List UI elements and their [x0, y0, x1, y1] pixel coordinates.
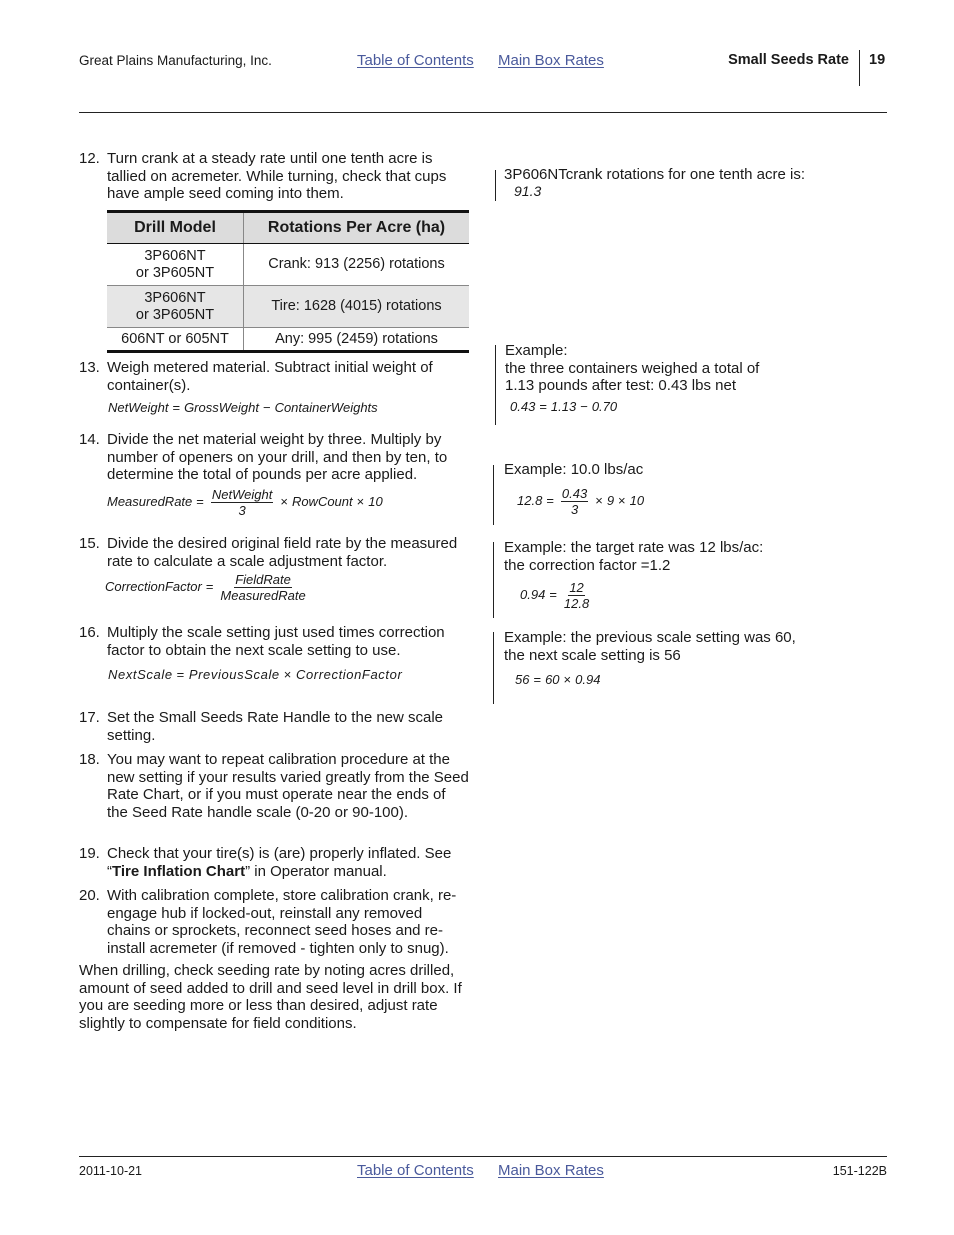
fraction-numerator: 0.43 — [561, 486, 588, 501]
example-15-text — [504, 539, 763, 574]
header-rule — [79, 112, 887, 113]
table-row — [107, 328, 469, 352]
step-text: Divide the net material weight by three. Multiply by number of openers on your drill, and then by ten, to determine the total of pounds per acre applied. — [107, 431, 448, 483]
example-15-formula — [520, 580, 592, 611]
step-16 — [79, 624, 469, 659]
formula-lhs: 56 — [515, 672, 530, 687]
example-12-text: 3P606NTcrank rotations for one tenth acre is: — [504, 166, 805, 183]
step-15 — [79, 535, 469, 570]
step-number: 14. — [79, 431, 100, 448]
table-header-rotations: Rotations Per Acre (ha) — [244, 212, 470, 244]
formula-lhs: 0.94 — [520, 586, 546, 602]
drill-table-wrap — [107, 210, 469, 353]
fraction-denominator: 3 — [570, 502, 579, 517]
example-12-value: 91.3 — [514, 183, 542, 199]
header-main-box-rates-link[interactable]: Main Box Rates — [498, 52, 604, 69]
fraction-denominator: 3 — [238, 503, 246, 518]
formula-eq: = — [546, 492, 554, 508]
example-line: the three containers weighed a total of — [505, 359, 760, 377]
step-13 — [79, 359, 469, 394]
formula-eq: = — [176, 667, 185, 682]
formula-op: × — [563, 672, 572, 687]
step-text-part: Check that your tire(s) is (are) properly inflated. See “ — [107, 845, 452, 880]
step-14 — [79, 431, 469, 484]
step-number: 16. — [79, 624, 100, 641]
formula-fraction — [211, 487, 273, 518]
formula-eq: = — [205, 578, 214, 594]
step-number: 15. — [79, 535, 100, 552]
fraction-numerator: 12 — [569, 580, 584, 595]
model-line: 3P606NT — [144, 289, 206, 306]
step-18 — [79, 751, 469, 821]
page-number: 19 — [869, 52, 886, 68]
header-section-title: Small Seeds Rate — [728, 52, 849, 68]
step-number: 13. — [79, 359, 100, 376]
table-header-row — [107, 212, 469, 244]
example-line: the next scale setting is 56 — [504, 646, 681, 664]
formula-fraction — [561, 486, 588, 517]
formula-term: 60 — [545, 672, 560, 687]
step-text: Weigh metered material. Subtract initial weight of container(s). — [107, 359, 433, 394]
step-number: 20. — [79, 887, 100, 904]
step-number: 18. — [79, 751, 100, 768]
model-line: or 3P605NT — [135, 264, 215, 281]
formula-eq: = — [549, 586, 557, 602]
formula-lhs: NetWeight — [108, 400, 169, 415]
formula-eq: = — [196, 493, 204, 509]
formula-lhs: MeasuredRate — [107, 493, 193, 509]
tire-inflation-chart-ref: Tire Inflation Chart — [112, 862, 246, 880]
formula-term: 0.94 — [575, 672, 601, 687]
fraction-denominator: MeasuredRate — [220, 588, 306, 603]
formula-op: × — [280, 493, 288, 509]
formula-lhs: NextScale — [108, 667, 173, 682]
formula-lhs: 12.8 — [517, 492, 543, 508]
table-cell-rotations: Crank: 913 (2256) rotations — [244, 244, 470, 286]
formula-op: × — [283, 667, 292, 682]
table-row — [107, 286, 469, 328]
example-16-text — [504, 629, 796, 664]
step-20 — [79, 887, 469, 957]
drill-table — [107, 210, 469, 353]
formula-lhs: 0.43 — [510, 399, 536, 414]
formula-correction-factor — [105, 572, 309, 603]
step-number: 17. — [79, 709, 100, 726]
step-17 — [79, 709, 469, 744]
formula-op: × — [618, 492, 626, 508]
example-14-formula — [517, 486, 644, 517]
formula-term: 10 — [368, 493, 383, 509]
formula-term: ContainerWeights — [274, 400, 378, 415]
example-margin-bar — [493, 465, 494, 525]
step-text: You may want to repeat calibration procedure at the new setting if your results varied greatly from the Seed Rate Chart, or if you must operate near the ends of the Seed Rate handle scale (0-20 or 90-100). — [107, 751, 469, 821]
fraction-numerator: FieldRate — [235, 572, 291, 587]
step-text: Divide the desired original field rate by the measured rate to calculate a scale adjustment factor. — [107, 535, 458, 570]
step-text: Multiply the scale setting just used times correction factor to obtain the next scale setting to use. — [107, 624, 445, 659]
footer-doc-number: 151-122B — [832, 1164, 887, 1178]
formula-term: RowCount — [291, 493, 353, 509]
footer-toc-link[interactable]: Table of Contents — [357, 1162, 474, 1179]
formula-op: − — [580, 399, 588, 414]
example-margin-bar — [493, 632, 494, 704]
formula-op: × — [595, 492, 603, 508]
formula-lhs: CorrectionFactor — [105, 578, 202, 594]
model-line: or 3P605NT — [135, 306, 215, 323]
step-19 — [79, 845, 469, 880]
formula-term: 1.13 — [550, 399, 577, 414]
example-13-formula — [510, 399, 617, 414]
formula-term: CorrectionFactor — [295, 667, 403, 682]
header-company: Great Plains Manufacturing, Inc. — [79, 53, 272, 68]
table-row — [107, 244, 469, 286]
formula-measured-rate — [107, 487, 383, 518]
formula-eq: = — [539, 399, 547, 414]
closing-paragraph: When drilling, check seeding rate by noting acres drilled, amount of seed added to drill and seed level in drill box. If you are seeding more or less than desired, adjust rate slightly to compensate for field conditions. — [79, 962, 462, 1032]
step-text: With calibration complete, store calibration crank, re-engage hub if locked-out, reinstall any removed chains or sprockets, reconnect seed hoses and re-install acremeter (if removed - tighten only to snug). — [107, 887, 457, 957]
step-text: Set the Small Seeds Rate Handle to the new scale setting. — [107, 709, 444, 744]
formula-eq: = — [533, 672, 542, 687]
formula-term: 10 — [629, 492, 645, 508]
formula-net-weight — [108, 400, 378, 415]
table-cell-model: 606NT or 605NT — [107, 328, 244, 352]
model-line: 3P606NT — [144, 247, 206, 264]
header-divider — [859, 50, 860, 86]
example-line: the correction factor =1.2 — [504, 556, 671, 574]
fraction-numerator: NetWeight — [211, 487, 273, 502]
table-cell-model — [107, 286, 244, 328]
footer-main-box-rates-link[interactable]: Main Box Rates — [498, 1162, 604, 1179]
example-line: Example: the target rate was 12 lbs/ac: — [504, 539, 764, 556]
example-margin-bar — [493, 542, 494, 618]
example-13-text — [505, 342, 759, 395]
formula-term: PreviousScale — [188, 667, 280, 682]
step-number: 19. — [79, 845, 100, 862]
table-cell-rotations: Any: 995 (2459) rotations — [244, 328, 470, 352]
header-toc-link[interactable]: Table of Contents — [357, 52, 474, 69]
step-12 — [79, 150, 469, 203]
step-text-part: ” in Operator manual. — [245, 862, 387, 880]
footer-date: 2011-10-21 — [79, 1164, 143, 1178]
example-line: 1.13 pounds after test: 0.43 lbs net — [505, 377, 736, 394]
fraction-denominator: 12.8 — [563, 596, 590, 611]
step-text — [107, 845, 469, 880]
formula-op: − — [262, 400, 271, 415]
formula-term: 0.70 — [591, 399, 618, 414]
example-margin-bar — [495, 345, 496, 425]
formula-fraction — [564, 580, 589, 611]
example-line: Example: the previous scale setting was 60, — [504, 629, 796, 646]
step-number: 12. — [79, 150, 100, 167]
example-margin-bar — [495, 170, 496, 201]
formula-term: GrossWeight — [184, 400, 259, 415]
formula-eq: = — [172, 400, 181, 415]
table-header-model: Drill Model — [107, 212, 244, 244]
example-16-formula — [515, 672, 600, 687]
example-14-text: Example: 10.0 lbs/ac — [504, 461, 644, 478]
formula-fraction — [220, 572, 305, 603]
example-line: Example: — [505, 342, 568, 359]
step-text: Turn crank at a steady rate until one tenth acre is tallied on acremeter. While turning, check that cups have ample seed coming into them. — [107, 150, 447, 202]
formula-op: × — [356, 493, 365, 509]
formula-term: 9 — [606, 492, 615, 508]
footer-rule — [79, 1156, 887, 1157]
formula-next-scale — [108, 667, 402, 682]
table-cell-model — [107, 244, 244, 286]
table-cell-rotations: Tire: 1628 (4015) rotations — [244, 286, 470, 328]
